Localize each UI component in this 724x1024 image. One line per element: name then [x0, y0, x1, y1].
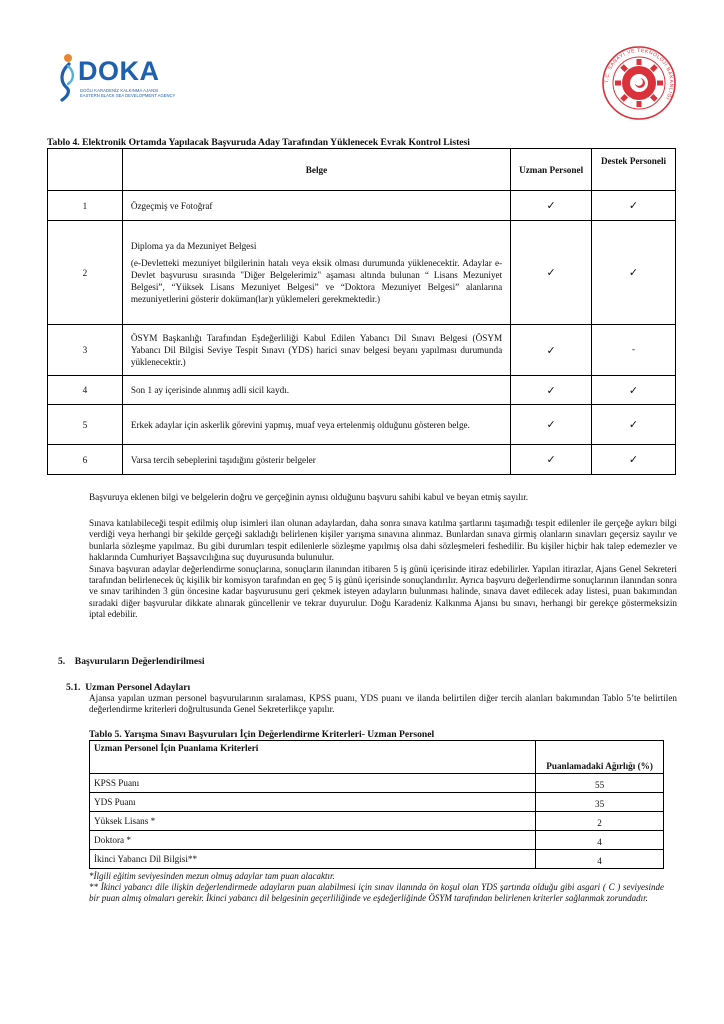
gear-seal-icon: [601, 45, 677, 121]
row-document: Özgeçmiş ve Fotoğraf: [122, 191, 510, 221]
document-checklist-table: [47, 148, 676, 475]
uzman-check-icon: ✓: [511, 445, 592, 475]
ministry-seal: [601, 45, 677, 121]
header-weight: Puanlamadaki Ağırlığı (%): [536, 741, 664, 774]
criteria-label: Yüksek Lisans *: [90, 812, 536, 831]
criteria-weight: 4: [536, 850, 664, 869]
table-row: [48, 376, 676, 405]
row-document: [122, 221, 510, 325]
uzman-check-icon: ✓: [511, 325, 592, 376]
table-row: [48, 405, 676, 445]
table-header-row: [90, 741, 664, 774]
table-row: [48, 445, 676, 475]
row-number: 1: [48, 191, 123, 221]
doka-figure-icon: [56, 52, 78, 102]
header-criteria: Uzman Personel İçin Puanlama Kriterleri: [90, 741, 536, 774]
uzman-check-icon: ✓: [511, 221, 592, 325]
footnote: *İlgili eğitim seviyesinden mezun olmuş adaylar tam puan alacaktır.: [89, 871, 335, 881]
header-uzman: Uzman Personel: [511, 149, 592, 191]
row-number: 3: [48, 325, 123, 376]
table-row: [90, 850, 664, 869]
destek-check-icon: ✓: [592, 221, 676, 325]
row-number: 5: [48, 405, 123, 445]
table5-title: Tablo 5. Yarışma Sınavı Başvuruları İçin Değerlendirme Kriterleri- Uzman Personel: [89, 729, 435, 740]
scoring-criteria-table: [89, 740, 664, 869]
row-document-title: Diploma ya da Mezuniyet Belgesi: [130, 241, 257, 251]
uzman-check-icon: ✓: [511, 405, 592, 445]
header-number: [48, 149, 123, 191]
row-document: Varsa tercih sebeplerini taşıdığını gösterir belgeler: [122, 445, 510, 475]
criteria-label: İkinci Yabancı Dil Bilgisi**: [90, 850, 536, 869]
row-document: Son 1 ay içerisinde alınmış adli sicil kaydı.: [122, 376, 510, 405]
row-document-note: (e-Devletteki mezuniyet bilgilerinin hatalı veya eksik olması durumunda yüklenecektir. Adaylar e-Devlet başvurusu sırasında "Diğer Belgelerimiz" aşaması altında bulunan “ Lisans Mezuniyet Belgesi”, “Yüksek Lisans Mezuniyet Belgesi” ve “Doktora Mezuniyet Belgesi” alanlarına mezuniyetlerini gösterir doküman(lar)ı yüklemeleri gerekmektedir.): [130, 258, 503, 304]
destek-check-icon: ✓: [592, 445, 676, 475]
table-row: [90, 793, 664, 812]
table-row: [48, 221, 676, 325]
uzman-check-icon: ✓: [511, 376, 592, 405]
seal-text: T.C. SANAYİ VE TEKNOLOJİ BAKANLIĞI: [603, 47, 675, 101]
doka-subtitle-tr: DOĞU KARADENİZ KALKINMA AJANSI: [80, 88, 159, 93]
declaration-paragraph: [89, 492, 677, 503]
row-number: 2: [48, 221, 123, 325]
table-row: [48, 191, 676, 221]
row-document: Erkek adaylar için askerlik görevini yapmış, muaf veya ertelenmiş olduğunu gösteren belge.: [122, 405, 510, 445]
table-row: [90, 831, 664, 850]
table4-title: Tablo 4. Elektronik Ortamda Yapılacak Başvuruda Aday Tarafından Yüklenecek Evrak Kontrol Listesi: [47, 137, 470, 148]
table-row: [90, 774, 664, 793]
section-heading: 5. Başvuruların Değerlendirilmesi: [58, 656, 205, 667]
table-row: [48, 325, 676, 376]
criteria-weight: 35: [536, 793, 664, 812]
criteria-weight: 4: [536, 831, 664, 850]
criteria-weight: 2: [536, 812, 664, 831]
subsection-paragraph: [89, 693, 677, 716]
doka-logo: [56, 50, 196, 106]
subsection-heading: 5.1. Uzman Personel Adayları: [66, 682, 191, 693]
destek-dash: -: [592, 325, 676, 376]
paragraph-text: Sınava başvuran adaylar değerlendirme sonuçlarına, sonuçların ilanından itibaren 5 iş günü içerisinde itiraz edebilirler. Yapılan itirazlar, Ajans Genel Sekreteri tarafından belirlenecek üç kişilik bir komisyon tarafından en geç 5 iş günü içerisinde sonuçlandırılır. Ayrıca başvuru değerlendirme sonuçlarının ilanından sonra ve sınav tarihinden 3 gün öncesine kadar başvurusunu geri çekmek isteyen adayların bulunması halinde, sınava davet edilecek aday listesi, puan bakımından sıradaki diğer başvurular dikkate alınarak güncellenir ve tekrar duyurulur. Doğu Karadeniz Kalkınma Ajansı bu sınavı, herhangi bir gerekçe göstermeksizin iptal edebilir.: [89, 563, 677, 620]
destek-check-icon: ✓: [592, 376, 676, 405]
row-number: 6: [48, 445, 123, 475]
table-header-row: [48, 149, 676, 191]
doka-subtitle-en: EASTERN BLACK SEA DEVELOPMENT AGENCY: [80, 93, 176, 98]
table-row: [90, 812, 664, 831]
criteria-label: YDS Puanı: [90, 793, 536, 812]
header-destek: Destek Personeli: [592, 149, 676, 191]
table5-notes: [89, 871, 664, 905]
criteria-label: KPSS Puanı: [90, 774, 536, 793]
uzman-check-icon: ✓: [511, 191, 592, 221]
criteria-weight: 55: [536, 774, 664, 793]
criteria-label: Doktora *: [90, 831, 536, 850]
paragraph-text: Sınava katılabileceği tespit edilmiş olup isimleri ilan olunan adaylardan, daha sonra sınava katılma şartlarını taşımadığı tespit edilenler ile gerçeğe aykırı bilgi verdiği veya herhangi bir şekilde gerçeği sakladığı belirlenen kişiler yarışma sınavına alınmaz. Bunlardan sınava girmiş olanların sınavları geçersiz sayılır ve bunlarla sözleşme yapılmaz. Bu gibi durumları tespit edilenlerle sözleşme yapılmış olsa dahi sözleşmeleri feshedilir. Bu kişiler hiçbir hak talep edemezler ve haklarında Cumhuriyet Başsavcılığına suç duyurusunda bulunulur.: [89, 518, 677, 563]
doka-wordmark: DOKA: [78, 56, 160, 86]
header-document: Belge: [122, 149, 510, 191]
destek-check-icon: ✓: [592, 405, 676, 445]
paragraph-text: Başvuruya eklenen bilgi ve belgelerin doğru ve gerçeğinin aynısı olduğunu başvuru sahibi kabul ve beyan etmiş sayılır.: [89, 492, 529, 502]
destek-check-icon: ✓: [592, 191, 676, 221]
eligibility-paragraph: [89, 518, 677, 621]
paragraph-text: Ajansa yapılan uzman personel başvurularının sıralaması, KPSS puanı, YDS puanı ve ilanda belirtilen diğer tercih alanları bakımından Tablo 5’te belirtilen değerlendirme kriterleri doğrultusunda Genel Sekreterlikçe yapılır.: [89, 693, 677, 715]
row-number: 4: [48, 376, 123, 405]
footnote: ** İkinci yabancı dile ilişkin değerlendirmede adayların puan alabilmesi için sınav ilanında ön koşul olan YDS şartında olduğu gibi asgari ( C ) seviyesinde bir puan almış olmaları gerekir. İkinci yabancı dil belgesinin geçerliliğinde ve eşdeğerliğinde ÖSYM tarafından belirlenen kriterler sağlanmak zorundadır.: [89, 882, 664, 904]
row-document: ÖSYM Başkanlığı Tarafından Eşdeğerliliği Kabul Edilen Yabancı Dil Sınavı Belgesi (ÖSYM Yabancı Dil Bilgisi Seviye Tespit Sınavı (YDS) harici sınav belgesi beyanı yapılması durumunda yüklenecektir.): [122, 325, 510, 376]
